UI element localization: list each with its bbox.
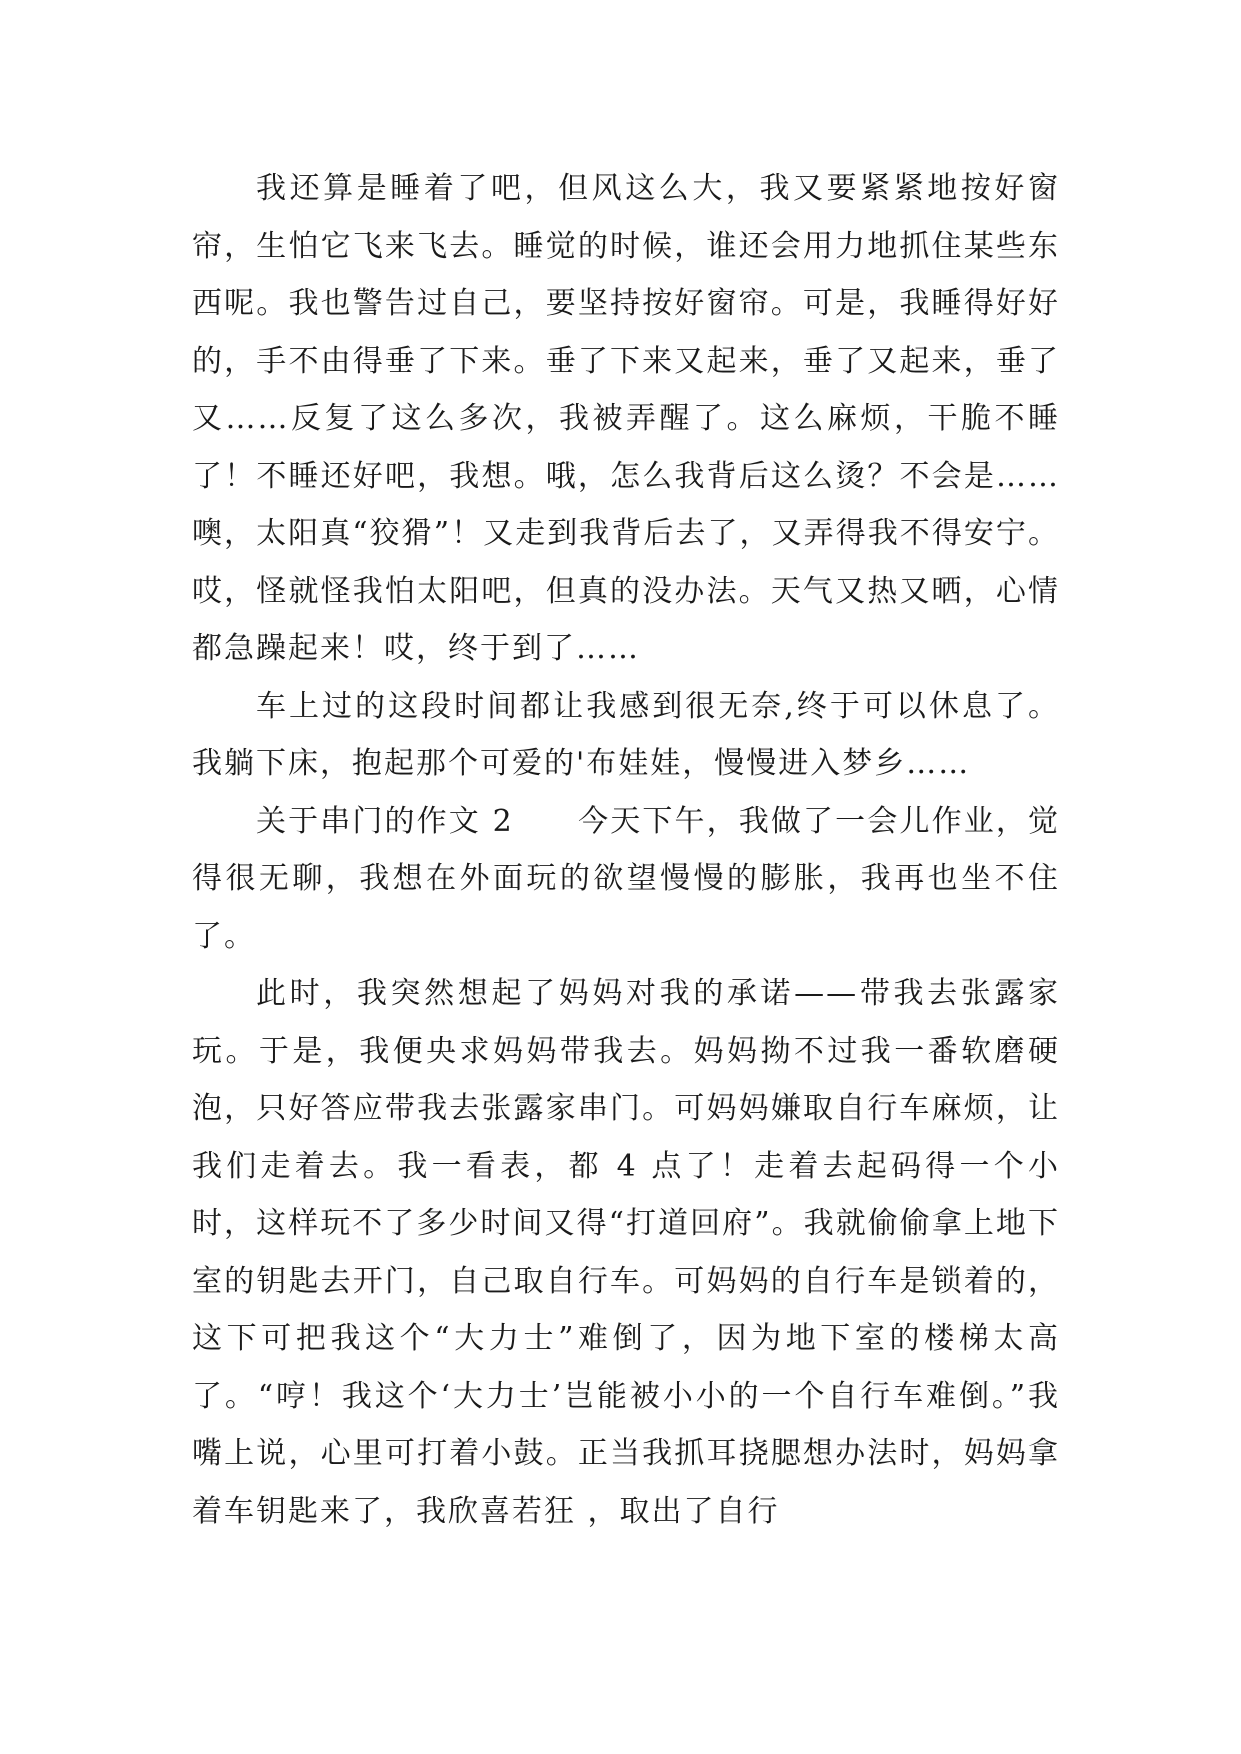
document-body xyxy=(192,160,1060,1540)
paragraph-1: 我还算是睡着了吧，但风这么大，我又要紧紧地按好窗帘，生怕它飞来飞去。睡觉的时候，谁还会用力地抓住某些东西呢。我也警告过自己，要坚持按好窗帘。可是，我睡得好好的，手不由得垂了下来。垂了下来又起来，垂了又起来，垂了又……反复了这么多次，我被弄醒了。这么麻烦，干脆不睡了！不睡还好吧，我想。哦，怎么我背后这么烫？不会是……噢，太阳真“狡猾”！又走到我背后去了，又弄得我不得安宁。哎，怪就怪我怕太阳吧，但真的没办法。天气又热又晒，心情都急躁起来！哎，终于到了…… xyxy=(192,171,1060,666)
paragraph-4: 此时，我突然想起了妈妈对我的承诺——带我去张露家玩。于是，我便央求妈妈带我去。妈妈拗不过我一番软磨硬泡，只好答应带我去张露家串门。可妈妈嫌取自行车麻烦，让我们走着去。我一看表，都 4 点了！走着去起码得一个小时，这样玩不了多少时间又得“打道回府”。我就偷偷拿上地下室的钥匙去开门，自己取自行车。可妈妈的自行车是锁着的，这下可把我这个“大力士”难倒了，因为地下室的楼梯太高了。“哼！我这个‘大力士’岂能被小小的一个自行车难倒。”我嘴上说，心里可打着小鼓。正当我抓耳挠腮想办法时，妈妈拿着车钥匙来了，我欣喜若狂 ，取出了自行 xyxy=(192,976,1060,1529)
paragraph-2: 车上过的这段时间都让我感到很无奈,终于可以休息了。我躺下床，抱起那个可爱的'布娃娃，慢慢进入梦乡…… xyxy=(192,688,1060,781)
paragraph-3: 关于串门的作文 2 今天下午，我做了一会儿作业，觉得很无聊，我想在外面玩的欲望慢慢的膨胀，我再也坐不住了。 xyxy=(192,803,1060,954)
